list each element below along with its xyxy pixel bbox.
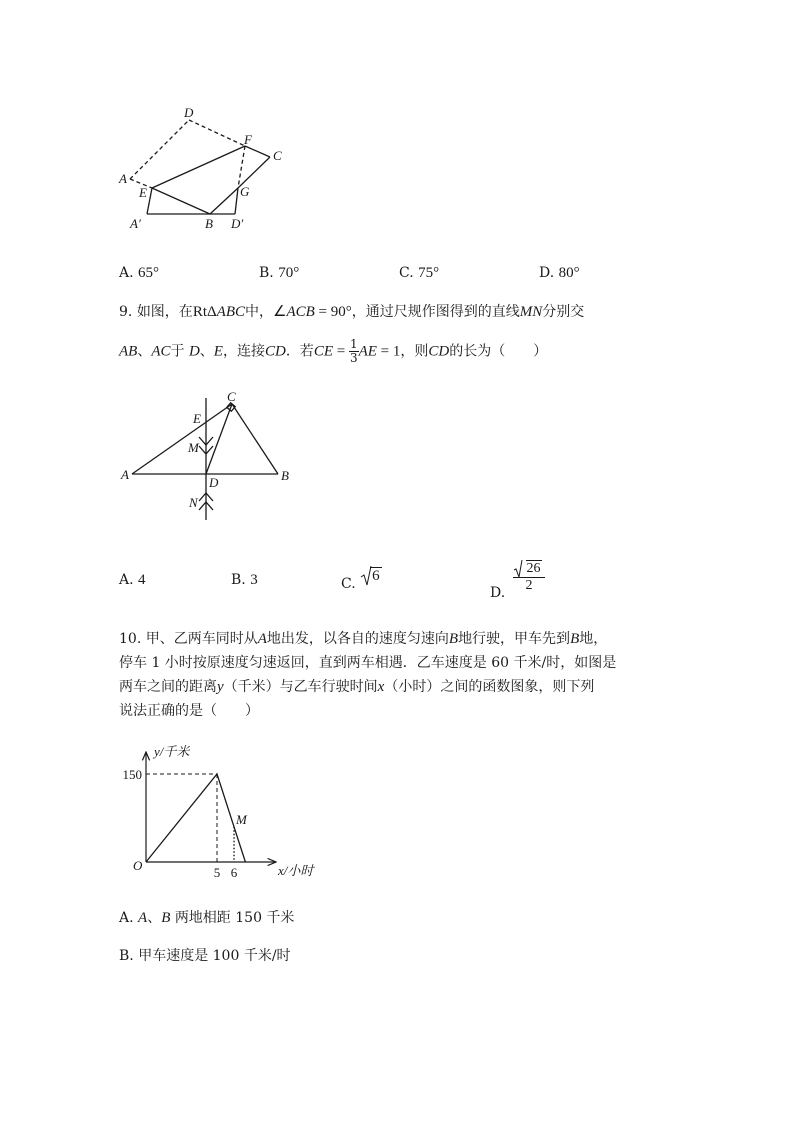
q9-option-d-fraction: 26 2	[513, 561, 545, 594]
chart-point-label-M: M	[236, 811, 247, 827]
q10-stem-line2: 停车 1 小时按原速度匀速返回，直到两车相遇．乙车速度是 60 千米/时，如图是	[119, 655, 617, 671]
chart-x-axis-label: x/小时	[278, 863, 314, 878]
q10-stem-line1: 10. 甲、乙两车同时从A地出发，以各自的速度匀速向B地行驶，甲车先到B地，	[119, 631, 608, 647]
q10-option-a[interactable]: A. A、B 两地相距 150 千米	[119, 910, 295, 926]
fig9-label-D: D	[209, 475, 219, 490]
chart-x-tick-6: 6	[230, 865, 238, 880]
chart-y-tick-150: 150	[122, 767, 142, 782]
q9-option-b[interactable]: B. 3	[231, 572, 258, 588]
fig8-label-D: D	[184, 105, 194, 120]
fig8-label-A: A	[119, 171, 127, 186]
q10-option-b[interactable]: B. 甲车速度是 100 千米/时	[119, 948, 291, 964]
fig9-label-C: C	[227, 389, 236, 404]
chart-series-line	[146, 774, 245, 862]
fig8-label-Aprime: A′	[130, 216, 141, 231]
fig9-label-B: B	[281, 468, 289, 483]
q9-option-d[interactable]: D.	[490, 585, 506, 601]
fig8-label-F: F	[244, 132, 252, 147]
fig9-label-M: M	[188, 440, 199, 455]
fig8-label-E: E	[139, 185, 147, 200]
q9-option-a[interactable]: A. 4	[119, 572, 146, 588]
chart-x-tick-5: 5	[213, 865, 221, 880]
q9-option-c[interactable]: C. 6	[341, 574, 382, 594]
fig8-label-G: G	[240, 184, 250, 199]
chart-origin-label: O	[133, 858, 143, 873]
fig9-label-N: N	[189, 495, 198, 510]
q8-option-c[interactable]: C. 75°	[399, 265, 440, 281]
q8-option-a[interactable]: A. 65°	[119, 265, 160, 281]
fig8-label-C: C	[273, 148, 282, 163]
fig8-label-B: B	[205, 216, 213, 231]
fig8-label-Dprime: D′	[231, 216, 244, 231]
fig9-label-A: A	[121, 467, 129, 482]
q8-option-d[interactable]: D. 80°	[539, 265, 580, 281]
q8-option-b[interactable]: B. 70°	[259, 265, 300, 281]
q9-fraction-one-third: $\frac{1}{3}$	[349, 337, 358, 365]
q9-stem-line2: AB、AC于 D、E，连接CD．若CE = $\frac{1}{3}$ AE = 1，则CD的长为（ ）	[119, 337, 548, 365]
sqrt-6: 6	[360, 566, 382, 586]
q10-stem-line4: 说法正确的是（ ）	[119, 703, 259, 719]
fig9-label-E: E	[193, 411, 201, 426]
chart-y-axis-label: y/千米	[154, 744, 190, 759]
q10-stem-line3: 两车之间的距离y（千米）与乙车行驶时间x（小时）之间的函数图象，则下列	[119, 679, 595, 695]
q9-stem-line1: 9. 如图，在RtΔABC中，∠ACB = 90°，通过尺规作图得到的直线MN分别交	[119, 304, 585, 320]
